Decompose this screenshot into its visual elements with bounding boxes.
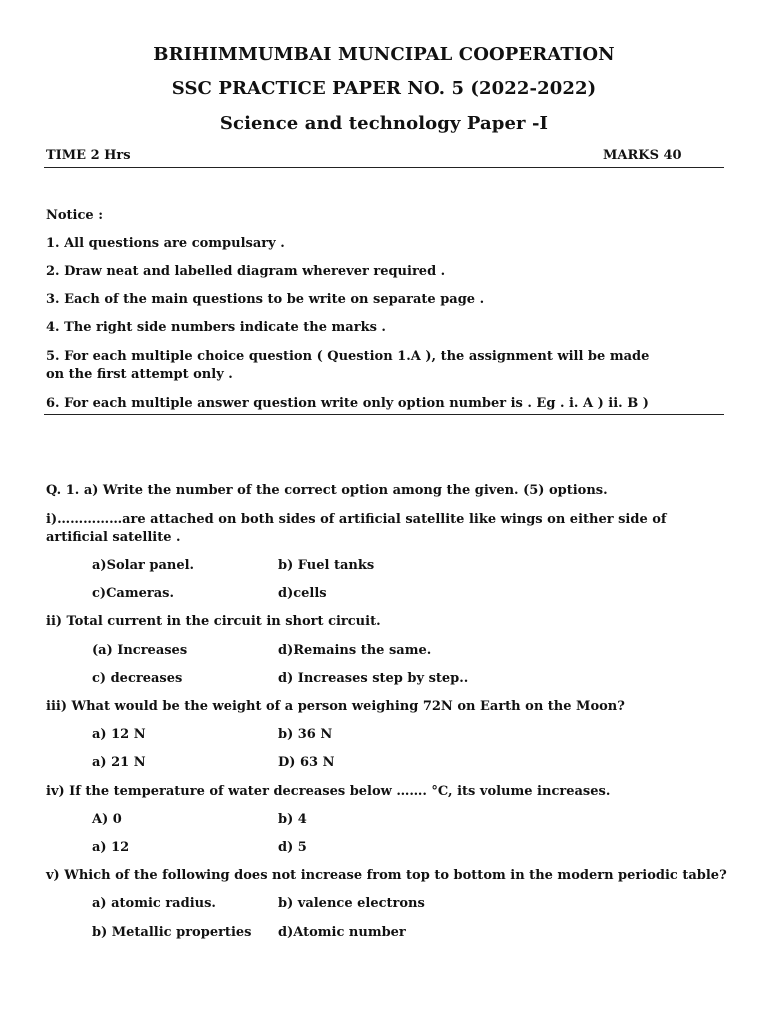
notice-item: 1. All questions are compulsary . xyxy=(46,236,285,251)
option: b) Fuel tanks xyxy=(278,558,375,573)
option: a) 12 xyxy=(92,840,130,855)
header-divider xyxy=(44,167,724,168)
institution-title: BRIHIMMUMBAI MUNCIPAL COOPERATION xyxy=(153,44,615,65)
option: A) 0 xyxy=(92,812,122,827)
question-text: ii) Total current in the circuit in short circuit. xyxy=(46,614,381,629)
notice-item: 5. For each multiple choice question ( Question 1.A ), the assignment will be made on the first attempt only . xyxy=(46,349,650,382)
option: c) decreases xyxy=(92,671,183,686)
option: a) atomic radius. xyxy=(92,896,216,911)
question-text: i)……………are attached on both sides of artificial satellite like wings on either side of artificial satellite . xyxy=(46,512,667,545)
question-text: iv) If the temperature of water decreases below ……. °C, its volume increases. xyxy=(46,784,611,799)
option: (a) Increases xyxy=(92,643,188,658)
notice-item: 6. For each multiple answer question write only option number is . Eg . i. A ) ii. B ) xyxy=(46,396,649,411)
time-label: TIME 2 Hrs xyxy=(46,148,131,163)
option: a) 12 N xyxy=(92,727,146,742)
marks-label: MARKS 40 xyxy=(603,148,682,163)
question-heading: Q. 1. a) Write the number of the correct option among the given. (5) options. xyxy=(46,483,608,498)
option: b) 4 xyxy=(278,812,307,827)
option: d)Atomic number xyxy=(278,925,406,940)
paper-title: SSC PRACTICE PAPER NO. 5 (2022-2022) xyxy=(171,78,597,99)
option: a)Solar panel. xyxy=(92,558,195,573)
option: b) 36 N xyxy=(278,727,333,742)
option: c)Cameras. xyxy=(92,586,174,601)
option: a) 21 N xyxy=(92,755,146,770)
notice-item: 2. Draw neat and labelled diagram wherever required . xyxy=(46,264,446,279)
option: b) valence electrons xyxy=(278,896,425,911)
option: D) 63 N xyxy=(278,755,335,770)
option: d)cells xyxy=(278,586,327,601)
question-text: v) Which of the following does not increase from top to bottom in the modern periodic table? xyxy=(46,868,727,883)
question-text: iii) What would be the weight of a person weighing 72N on Earth on the Moon? xyxy=(46,699,625,714)
option: b) Metallic properties xyxy=(92,925,252,940)
notice-divider xyxy=(44,414,724,415)
option: d) Increases step by step.. xyxy=(278,671,469,686)
option: d)Remains the same. xyxy=(278,643,432,658)
notice-title: Notice : xyxy=(46,208,104,223)
notice-item: 3. Each of the main questions to be write on separate page . xyxy=(46,292,485,307)
notice-item: 4. The right side numbers indicate the marks . xyxy=(46,320,386,335)
option: d) 5 xyxy=(278,840,307,855)
subject-title: Science and technology Paper -I xyxy=(219,113,549,134)
